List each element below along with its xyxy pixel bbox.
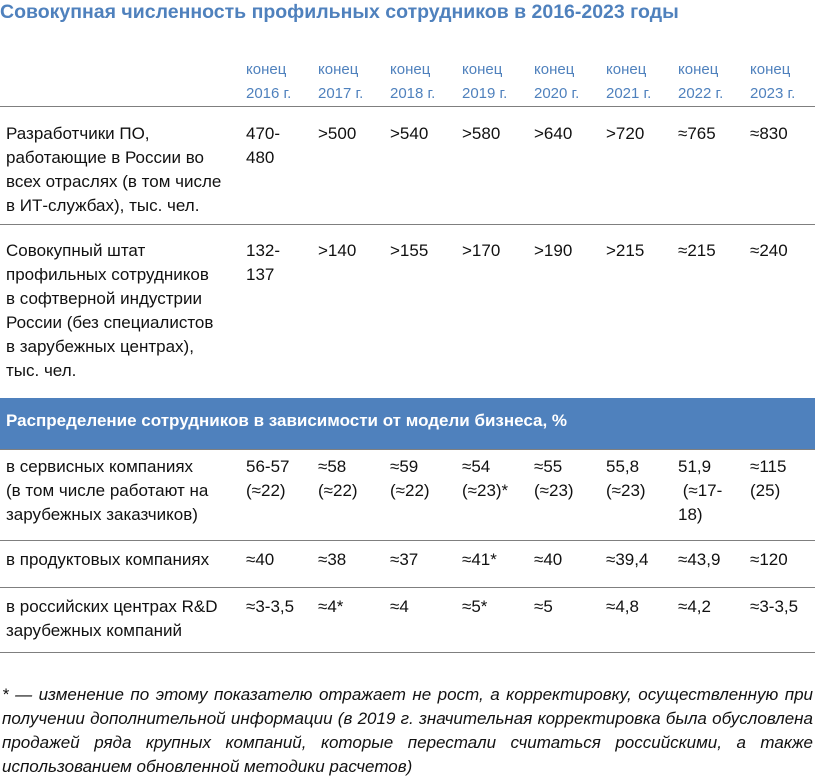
- cell-value-line: 18): [678, 505, 703, 524]
- table-cell: [606, 239, 672, 263]
- table-cell: [318, 595, 384, 619]
- table-cell: [318, 122, 384, 146]
- column-header-line2: 2016 г.: [246, 85, 292, 102]
- column-header: [462, 58, 524, 106]
- row-label: [6, 239, 242, 383]
- table-cell: [678, 455, 744, 527]
- section-title: Распределение сотрудников в зависимости от модели бизнеса, %: [6, 411, 568, 430]
- column-header-line1: конец: [750, 61, 791, 78]
- cell-value-line: 137: [246, 265, 275, 284]
- cell-value-line: ≈120: [750, 550, 788, 569]
- table-cell: [318, 548, 384, 572]
- column-header: [318, 58, 380, 106]
- table-cell: [678, 595, 744, 619]
- table-cell: [678, 122, 744, 146]
- column-header: [750, 58, 812, 106]
- column-header-line1: конец: [606, 61, 647, 78]
- table-cell: [534, 122, 600, 146]
- table-cell: [606, 548, 672, 572]
- cell-value-line: ≈40: [246, 550, 275, 569]
- column-header: [678, 58, 740, 106]
- row-label-line: работающие в России во: [6, 148, 204, 167]
- row-label: [6, 548, 242, 572]
- table-cell: [534, 548, 600, 572]
- row-label-line: в российских центрах R&D: [6, 597, 218, 616]
- table-cell: [318, 239, 384, 263]
- row-label-line: в сервисных компаниях: [6, 457, 194, 476]
- table-cell: [390, 455, 456, 503]
- cell-value-line: ≈4,8: [606, 597, 639, 616]
- cell-value-line: ≈40: [534, 550, 563, 569]
- row-label-line: в зарубежных центрах),: [6, 337, 194, 356]
- cell-value-line: ≈4*: [318, 597, 344, 616]
- cell-value-line: (≈23): [534, 481, 574, 500]
- column-header-line1: конец: [390, 61, 431, 78]
- column-header-line2: 2019 г.: [462, 85, 508, 102]
- cell-value-line: ≈5: [534, 597, 553, 616]
- cell-value-line: ≈765: [678, 124, 716, 143]
- cell-value-line: 51,9: [678, 457, 712, 476]
- cell-value-line: (≈23): [606, 481, 646, 500]
- table-cell: [246, 548, 312, 572]
- row-label-line: всех отраслях (в том числе: [6, 172, 222, 191]
- row-label-line: в софтверной индустрии: [6, 289, 202, 308]
- table-cell: [462, 455, 528, 503]
- cell-value-line: (≈22): [318, 481, 358, 500]
- row-label-line: (в том числе работают на: [6, 481, 209, 500]
- table-cell: [462, 595, 528, 619]
- row-label-line: России (без специалистов: [6, 313, 214, 332]
- cell-value-line: >140: [318, 241, 357, 260]
- column-header: [246, 58, 308, 106]
- cell-value-line: 470-: [246, 124, 281, 143]
- table-cell: [750, 455, 815, 503]
- cell-value-line: 480: [246, 148, 275, 167]
- table-cell: [750, 239, 815, 263]
- cell-value-line: ≈215: [678, 241, 716, 260]
- row-label-line: зарубежных компаний: [6, 621, 183, 640]
- column-header-line1: конец: [246, 61, 287, 78]
- cell-value-line: (25): [750, 481, 781, 500]
- cell-value-line: >540: [390, 124, 429, 143]
- row-divider: [0, 587, 815, 588]
- row-label-line: в продуктовых компаниях: [6, 550, 210, 569]
- table-cell: [390, 122, 456, 146]
- table-cell: [318, 455, 384, 503]
- footnote: * — изменение по этому показателю отражает не рост, а корректировку, осуществленную при получении дополнительной информации (в 2019 г. значительная корректировка была обусловлена продажей ряда крупных компаний, которые перестали считаться российскими, а также использованием обновленной методики расчетов): [2, 685, 813, 776]
- table-cell: [678, 548, 744, 572]
- cell-value-line: >190: [534, 241, 573, 260]
- cell-value-line: (≈23)*: [462, 481, 509, 500]
- cell-value-line: >215: [606, 241, 645, 260]
- row-label-line: Разработчики ПО,: [6, 124, 150, 143]
- cell-value-line: (≈22): [246, 481, 286, 500]
- cell-value-line: ≈4: [390, 597, 409, 616]
- table-cell: [246, 239, 312, 287]
- cell-value-line: >720: [606, 124, 645, 143]
- cell-value-line: ≈5*: [462, 597, 488, 616]
- cell-value-line: (≈17-: [678, 481, 723, 500]
- table-cell: [534, 595, 600, 619]
- cell-value-line: ≈54: [462, 457, 491, 476]
- row-divider: [0, 652, 815, 653]
- cell-value-line: ≈39,4: [606, 550, 649, 569]
- cell-value-line: ≈55: [534, 457, 563, 476]
- column-header: [606, 58, 668, 106]
- cell-value-line: ≈830: [750, 124, 788, 143]
- column-header-line1: конец: [462, 61, 503, 78]
- row-divider: [0, 224, 815, 225]
- column-header-line2: 2023 г.: [750, 85, 796, 102]
- row-label: [6, 455, 242, 527]
- cell-value-line: 55,8: [606, 457, 640, 476]
- cell-value-line: 56-57: [246, 457, 290, 476]
- cell-value-line: 132-: [246, 241, 281, 260]
- table-cell: [390, 595, 456, 619]
- table-cell: [750, 548, 815, 572]
- cell-value-line: ≈37: [390, 550, 419, 569]
- column-header-line1: конец: [534, 61, 575, 78]
- table-cell: [534, 455, 600, 503]
- cell-value-line: ≈58: [318, 457, 347, 476]
- table-cell: [606, 455, 672, 503]
- table-cell: [678, 239, 744, 263]
- column-header-line2: 2021 г.: [606, 85, 652, 102]
- row-label: [6, 595, 242, 643]
- cell-value-line: ≈240: [750, 241, 788, 260]
- cell-value-line: ≈43,9: [678, 550, 721, 569]
- cell-value-line: >500: [318, 124, 357, 143]
- cell-value-line: ≈59: [390, 457, 419, 476]
- cell-value-line: >580: [462, 124, 501, 143]
- column-header: [534, 58, 596, 106]
- cell-value-line: (≈22): [390, 481, 430, 500]
- row-label-line: зарубежных заказчиков): [6, 505, 198, 524]
- page-title: Совокупная численность профильных сотрудников в 2016-2023 годы: [0, 1, 679, 23]
- table-cell: [246, 455, 312, 503]
- table-cell: [246, 595, 312, 619]
- table-cell: [462, 239, 528, 263]
- table-cell: [606, 595, 672, 619]
- row-divider: [0, 449, 815, 450]
- cell-value-line: ≈4,2: [678, 597, 711, 616]
- column-header-line1: конец: [678, 61, 719, 78]
- row-label-line: Совокупный штат: [6, 241, 146, 260]
- table-cell: [462, 122, 528, 146]
- cell-value-line: ≈3-3,5: [750, 597, 799, 616]
- column-header-line2: 2020 г.: [534, 85, 580, 102]
- table-cell: [390, 548, 456, 572]
- cell-value-line: >170: [462, 241, 501, 260]
- cell-value-line: ≈115: [750, 457, 787, 476]
- column-header-line1: конец: [318, 61, 359, 78]
- column-header: [390, 58, 452, 106]
- table-cell: [750, 122, 815, 146]
- row-label: [6, 122, 242, 218]
- column-header-line2: 2017 г.: [318, 85, 364, 102]
- table-cell: [606, 122, 672, 146]
- row-label-line: тыс. чел.: [6, 361, 77, 380]
- row-divider: [0, 540, 815, 541]
- row-label-line: в ИТ-службах), тыс. чел.: [6, 196, 200, 215]
- table-cell: [246, 122, 312, 170]
- cell-value-line: >155: [390, 241, 429, 260]
- table-cell: [750, 595, 815, 619]
- column-header-line2: 2022 г.: [678, 85, 724, 102]
- cell-value-line: ≈38: [318, 550, 347, 569]
- column-header-line2: 2018 г.: [390, 85, 436, 102]
- table-cell: [462, 548, 528, 572]
- cell-value-line: ≈41*: [462, 550, 497, 569]
- table-cell: [390, 239, 456, 263]
- row-divider: [0, 106, 815, 107]
- table-cell: [534, 239, 600, 263]
- section-header: [0, 398, 815, 449]
- cell-value-line: ≈3-3,5: [246, 597, 295, 616]
- row-label-line: профильных сотрудников: [6, 265, 209, 284]
- cell-value-line: >640: [534, 124, 573, 143]
